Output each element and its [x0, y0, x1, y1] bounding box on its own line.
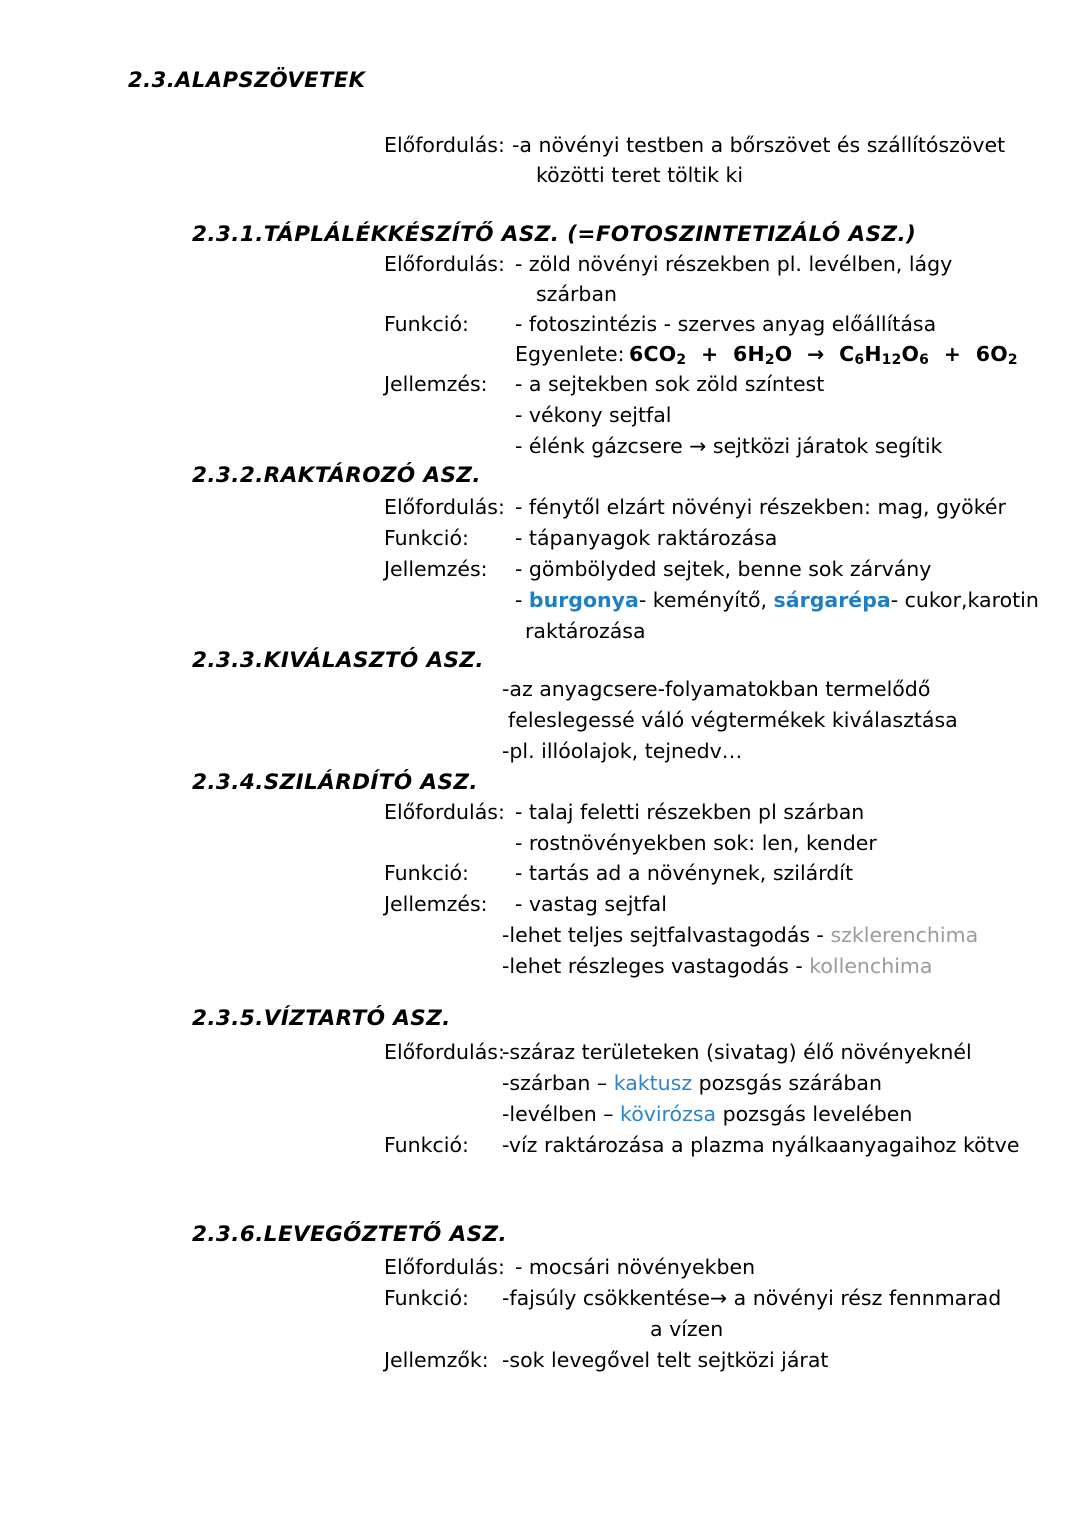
- plant-name-burgonya: burgonya: [528, 588, 639, 612]
- row-label: Előfordulás:: [384, 800, 505, 824]
- intro-row-2: [384, 163, 1074, 193]
- row-2-3-4-2: [384, 861, 1074, 891]
- row-label: Jellemzők:: [384, 1348, 489, 1372]
- section-heading-2-3-3: 2.3.3.KIVÁLASZTÓ ASZ.: [192, 648, 484, 673]
- eq-product-1-mid: H: [864, 342, 882, 366]
- row-2-3-2-highlight: [384, 588, 1074, 618]
- row-2-3-4-1: [384, 831, 1074, 861]
- row-2-3-6-3: [384, 1348, 1074, 1378]
- row-value: -fajsúly csökkentése→ a növényi rész fennmarad: [502, 1286, 1002, 1310]
- row-value: - talaj feletti részekben pl szárban: [515, 800, 865, 824]
- eq-product-1-sub3: 6: [919, 352, 930, 369]
- eq-product-1-sub: 6: [854, 352, 865, 369]
- gray-line-prefix: -lehet teljes sejtfalvastagodás -: [502, 923, 831, 947]
- row-2-3-5-blue-0: [384, 1071, 1074, 1101]
- row-2-3-5-blue-1: [384, 1102, 1074, 1132]
- eq-product-1: C: [839, 342, 855, 366]
- row-value: -sok levegővel telt sejtközi járat: [502, 1348, 829, 1372]
- section-heading-2-3-1: 2.3.1.TÁPLÁLÉKKÉSZÍTŐ ASZ. (=FOTOSZINTETIZÁLÓ ASZ.): [192, 222, 917, 247]
- gray-line-prefix: -lehet részleges vastagodás -: [502, 954, 810, 978]
- blue-line-suffix: pozsgás szárában: [692, 1071, 882, 1095]
- row-value: -víz raktározása a plazma nyálkaanyagaihoz kötve: [502, 1133, 1020, 1157]
- blue-line-prefix: -szárban –: [502, 1071, 614, 1095]
- row-2-3-2-2: [384, 557, 1074, 587]
- row-2-3-3-2: [384, 739, 1074, 769]
- section-heading-2-3-6: 2.3.6.LEVEGŐZTETŐ ASZ.: [192, 1222, 508, 1247]
- section-heading-2-3-2: 2.3.2.RAKTÁROZÓ ASZ.: [192, 463, 481, 488]
- term-szklerenchima: szklerenchima: [830, 923, 979, 947]
- row-label: Előfordulás:: [384, 1040, 505, 1064]
- eq-plus-1: +: [700, 342, 719, 366]
- row-2-3-6-2: [384, 1317, 1074, 1347]
- page-title: 2.3.ALAPSZÖVETEK: [128, 68, 366, 92]
- row-2-3-1-1: [384, 282, 1074, 312]
- row-value: -pl. illóolajok, tejnedv…: [502, 739, 743, 763]
- highlight-mid: - keményítő,: [638, 588, 774, 612]
- row-2-3-5-1: [384, 1133, 1074, 1163]
- row-value: - élénk gázcsere → sejtközi járatok segítik: [515, 434, 943, 458]
- row-2-3-1-equation: [384, 342, 1074, 372]
- row-2-3-4-3: [384, 892, 1074, 922]
- row-label: Előfordulás:: [384, 1255, 505, 1279]
- row-label: Funkció:: [384, 1133, 469, 1157]
- section-heading-2-3-5: 2.3.5.VÍZTARTÓ ASZ.: [192, 1006, 451, 1031]
- plant-name-sargarepa: sárgarépa: [773, 588, 891, 612]
- row-label: Funkció:: [384, 312, 469, 336]
- row-2-3-2-3: [384, 619, 1074, 649]
- row-value: raktározása: [525, 619, 646, 643]
- plant-name-kovirozsa: kövirózsa: [620, 1102, 717, 1126]
- eq-product-2-sub: 2: [1007, 352, 1018, 369]
- blue-line: [502, 1071, 882, 1095]
- eq-product-2: 6O: [975, 342, 1008, 366]
- row-value: -az anyagcsere-folyamatokban termelődő: [502, 677, 931, 701]
- row-2-3-2-1: [384, 526, 1074, 556]
- row-label: Funkció:: [384, 526, 469, 550]
- eq-reactant-1-sub: 2: [676, 352, 687, 369]
- photosynthesis-equation: [629, 342, 1018, 368]
- row-2-3-1-5: [384, 403, 1074, 433]
- row-label: Jellemzés:: [384, 372, 488, 396]
- row-2-3-4-gray-1: [384, 954, 1074, 984]
- equation-label: Egyenlete:: [515, 342, 625, 366]
- intro-label: Előfordulás:: [384, 133, 505, 157]
- row-value: - vékony sejtfal: [515, 403, 672, 427]
- eq-reactant-1: 6CO: [629, 342, 677, 366]
- eq-reactant-2-sub: 2: [764, 352, 775, 369]
- row-label: Előfordulás:: [384, 252, 505, 276]
- row-value: - a sejtekben sok zöld színtest: [515, 372, 825, 396]
- row-2-3-4-gray-0: [384, 923, 1074, 953]
- row-2-3-1-4: [384, 372, 1074, 402]
- row-2-3-3-1: [384, 708, 1074, 738]
- row-value: a vízen: [650, 1317, 724, 1341]
- eq-arrow: →: [807, 342, 825, 366]
- row-2-3-1-0: [384, 252, 1074, 282]
- row-2-3-1-2: [384, 312, 1074, 342]
- row-value: - tartás ad a növénynek, szilárdít: [515, 861, 854, 885]
- highlight-tail: - cukor,karotin: [890, 588, 1039, 612]
- row-2-3-4-0: [384, 800, 1074, 830]
- row-2-3-1-6: [384, 434, 1074, 464]
- term-kollenchima: kollenchima: [809, 954, 933, 978]
- intro-line-2: közötti teret töltik ki: [536, 163, 744, 187]
- eq-plus-2: +: [943, 342, 962, 366]
- row-value: - zöld növényi részekben pl. levélben, lágy: [515, 252, 953, 276]
- row-2-3-2-0: [384, 495, 1074, 525]
- row-value: szárban: [536, 282, 617, 306]
- highlight-dash: -: [515, 588, 529, 612]
- row-value: - fénytől elzárt növényi részekben: mag, gyökér: [515, 495, 1006, 519]
- row-value: feleslegessé váló végtermékek kiválasztása: [508, 708, 958, 732]
- row-label: Előfordulás:: [384, 495, 505, 519]
- eq-product-1-sub2: 12: [881, 352, 902, 369]
- row-value: - rostnövényekben sok: len, kender: [515, 831, 877, 855]
- blue-line-suffix: pozsgás levelében: [716, 1102, 913, 1126]
- row-value: - tápanyagok raktározása: [515, 526, 778, 550]
- row-value: - gömbölyded sejtek, benne sok zárvány: [515, 557, 932, 581]
- row-value: - mocsári növényekben: [515, 1255, 756, 1279]
- section-heading-2-3-4: 2.3.4.SZILÁRDÍTÓ ASZ.: [192, 770, 478, 795]
- intro-row-1: [384, 133, 1074, 163]
- row-2-3-5-0: [384, 1040, 1074, 1070]
- gray-line: [502, 923, 978, 947]
- row-2-3-6-0: [384, 1255, 1074, 1285]
- plant-name-kaktusz: kaktusz: [613, 1071, 693, 1095]
- highlight-line: [515, 588, 1039, 612]
- eq-reactant-2: 6H: [733, 342, 765, 366]
- row-label: Funkció:: [384, 1286, 469, 1310]
- row-label: Funkció:: [384, 861, 469, 885]
- row-label: Jellemzés:: [384, 557, 488, 581]
- eq-product-1-tail: O: [901, 342, 920, 366]
- row-label: Jellemzés:: [384, 892, 488, 916]
- intro-line-1: -a növényi testben a bőrszövet és szállítószövet: [512, 133, 1006, 157]
- blue-line-prefix: -levélben –: [502, 1102, 621, 1126]
- row-value: -száraz területeken (sivatag) élő növényeknél: [502, 1040, 972, 1064]
- eq-reactant-2-tail: O: [774, 342, 793, 366]
- row-value: - fotoszintézis - szerves anyag előállítása: [515, 312, 937, 336]
- row-2-3-3-0: [384, 677, 1074, 707]
- blue-line: [502, 1102, 912, 1126]
- row-2-3-6-1: [384, 1286, 1074, 1316]
- row-value: - vastag sejtfal: [515, 892, 667, 916]
- gray-line: [502, 954, 932, 978]
